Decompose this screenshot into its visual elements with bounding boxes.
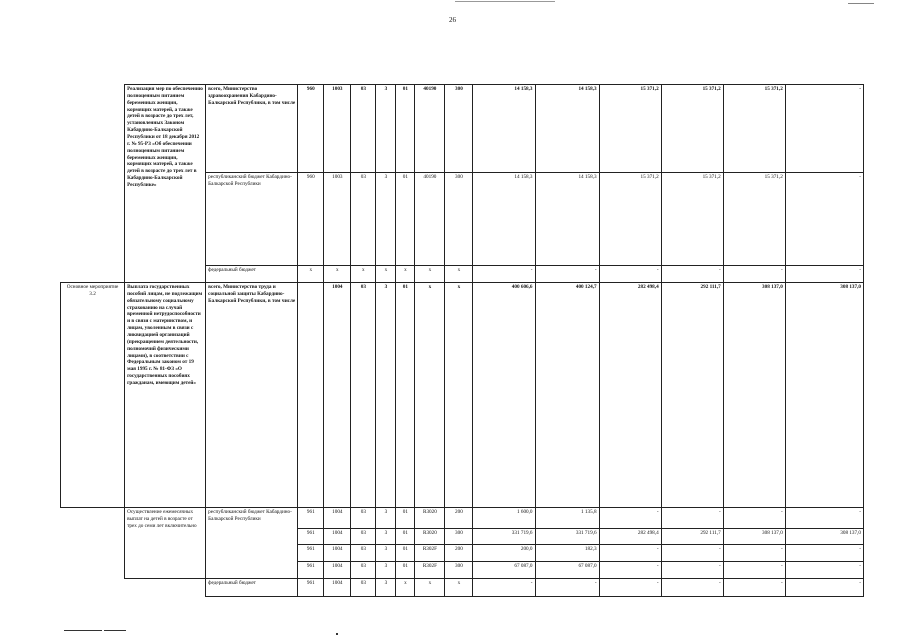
code-cell: 40190 bbox=[415, 173, 445, 266]
budget-table bbox=[60, 84, 864, 597]
code-cell: 300 bbox=[445, 529, 473, 545]
code-cell: x bbox=[445, 579, 473, 597]
code-cell: x bbox=[396, 266, 415, 283]
code-cell: x bbox=[445, 283, 473, 508]
value-cell: - bbox=[599, 266, 661, 283]
code-cell: 3 bbox=[376, 85, 396, 173]
measure-name-cell: Осуществление ежемесячных выплат на детей в возрасте от трех до семи лет включительно bbox=[125, 508, 206, 579]
value-cell: - bbox=[599, 545, 661, 562]
empty-cell bbox=[125, 579, 206, 597]
code-cell: x bbox=[376, 266, 396, 283]
value-cell: 292 111,7 bbox=[661, 529, 723, 545]
value-cell: 400 124,7 bbox=[535, 283, 599, 508]
empty-cell bbox=[61, 85, 125, 173]
value-cell: - bbox=[723, 266, 785, 283]
value-cell: - bbox=[723, 579, 785, 597]
code-cell: x bbox=[298, 266, 324, 283]
code-cell: 300 bbox=[445, 173, 473, 266]
value-cell: - bbox=[599, 562, 661, 579]
scan-artifact bbox=[104, 630, 126, 631]
code-cell: x bbox=[445, 266, 473, 283]
code-cell: 300 bbox=[445, 85, 473, 173]
code-cell: 1004 bbox=[324, 508, 351, 529]
scan-artifact bbox=[848, 3, 874, 4]
table-row bbox=[61, 283, 864, 508]
code-cell: 3 bbox=[376, 283, 396, 508]
code-cell: 3 bbox=[376, 579, 396, 597]
value-cell: 14 158,3 bbox=[473, 173, 535, 266]
value-cell: 308 137,0 bbox=[785, 529, 863, 545]
value-cell: - bbox=[535, 266, 599, 283]
code-cell: 40190 bbox=[415, 85, 445, 173]
value-cell: - bbox=[661, 545, 723, 562]
value-cell: 331 719,6 bbox=[535, 529, 599, 545]
funding-source-cell: федеральный бюджет bbox=[206, 266, 298, 283]
code-cell: 3 bbox=[376, 562, 396, 579]
value-cell: - bbox=[723, 562, 785, 579]
value-cell: 67 087,0 bbox=[535, 562, 599, 579]
code-cell: 03 bbox=[351, 173, 376, 266]
code-cell: 200 bbox=[445, 508, 473, 529]
empty-cell bbox=[61, 173, 125, 266]
code-cell: 961 bbox=[298, 529, 324, 545]
code-cell bbox=[298, 283, 324, 508]
value-cell: 1 135,8 bbox=[535, 508, 599, 529]
value-cell: 14 158,3 bbox=[535, 85, 599, 173]
code-cell: 01 bbox=[396, 562, 415, 579]
funding-source-cell: всего, Министерство здравоохранения Кабардино-Балкарской Республики, в том числе bbox=[206, 85, 298, 173]
value-cell: - bbox=[535, 579, 599, 597]
value-cell: 400 606,6 bbox=[473, 283, 535, 508]
code-cell: 03 bbox=[351, 283, 376, 508]
measure-name-cell: Реализация мер по обеспечению полноценным питанием беременных женщин, кормящих матерей, а также детей в возрасте до трех лет, установленных Законом Кабардино-Балкарской Республики от 18 декабря 2012 г. № 95-РЗ «Об обеспечении полноценным питанием беременных женщин, кормящих матерей, а также детей в возрасте до трех лет в Кабардино-Балкарской Республике» bbox=[125, 85, 206, 283]
code-cell: x bbox=[351, 266, 376, 283]
value-cell: 292 111,7 bbox=[661, 283, 723, 508]
code-cell: 1004 bbox=[324, 283, 351, 508]
value-cell: - bbox=[785, 579, 863, 597]
value-cell: 308 137,0 bbox=[723, 283, 785, 508]
code-cell: 01 bbox=[396, 283, 415, 508]
code-cell: x bbox=[415, 283, 445, 508]
value-cell: 15 371,2 bbox=[723, 173, 785, 266]
code-cell: 961 bbox=[298, 545, 324, 562]
code-cell: 1004 bbox=[324, 562, 351, 579]
funding-source-cell: всего, Министерство труда и социальной защиты Кабардино-Балкарской Республики, в том числе bbox=[206, 283, 298, 508]
value-cell: - bbox=[785, 545, 863, 562]
value-cell: 308 137,0 bbox=[785, 283, 863, 508]
funding-source-cell: федеральный бюджет bbox=[206, 579, 298, 597]
code-cell: 01 bbox=[396, 545, 415, 562]
code-cell: R3020 bbox=[415, 529, 445, 545]
value-cell: 308 137,0 bbox=[723, 529, 785, 545]
code-cell: 01 bbox=[396, 508, 415, 529]
value-cell: 14 158,3 bbox=[473, 85, 535, 173]
code-cell: 01 bbox=[396, 529, 415, 545]
code-cell: R3020 bbox=[415, 508, 445, 529]
value-cell: - bbox=[661, 579, 723, 597]
value-cell: 15 371,2 bbox=[599, 173, 661, 266]
table-row bbox=[61, 85, 864, 173]
value-cell: 15 371,2 bbox=[723, 85, 785, 173]
page-number: 26 bbox=[449, 16, 456, 24]
code-cell: 960 bbox=[298, 173, 324, 266]
value-cell: - bbox=[473, 579, 535, 597]
value-cell: 282 498,4 bbox=[599, 283, 661, 508]
code-cell: 200 bbox=[445, 545, 473, 562]
code-cell: 01 bbox=[396, 85, 415, 173]
code-cell: 01 bbox=[396, 173, 415, 266]
code-cell: 3 bbox=[376, 173, 396, 266]
code-cell: 03 bbox=[351, 545, 376, 562]
empty-cell bbox=[61, 266, 125, 283]
value-cell: - bbox=[785, 266, 863, 283]
code-cell: R302F bbox=[415, 545, 445, 562]
funding-source-cell: республиканский бюджет Кабардино-Балкарской Республики bbox=[206, 173, 298, 266]
value-cell: - bbox=[785, 85, 863, 173]
value-cell: 15 371,2 bbox=[661, 85, 723, 173]
funding-source-cell: республиканский бюджет Кабардино-Балкарской Республики bbox=[206, 508, 298, 579]
code-cell: 1004 bbox=[324, 529, 351, 545]
code-cell: 3 bbox=[376, 529, 396, 545]
value-cell: 200,0 bbox=[473, 545, 535, 562]
value-cell: - bbox=[661, 266, 723, 283]
value-cell: 331 719,6 bbox=[473, 529, 535, 545]
code-cell: 961 bbox=[298, 508, 324, 529]
value-cell: - bbox=[785, 173, 863, 266]
value-cell: - bbox=[661, 508, 723, 529]
value-cell: 1 600,0 bbox=[473, 508, 535, 529]
code-cell: 3 bbox=[376, 545, 396, 562]
code-cell: 960 bbox=[298, 85, 324, 173]
value-cell: - bbox=[599, 508, 661, 529]
value-cell: 282 498,4 bbox=[599, 529, 661, 545]
scan-artifact bbox=[336, 633, 338, 635]
code-cell: 03 bbox=[351, 85, 376, 173]
table-row bbox=[61, 508, 864, 529]
code-cell: 03 bbox=[351, 562, 376, 579]
code-cell: x bbox=[396, 579, 415, 597]
value-cell: 14 158,3 bbox=[535, 173, 599, 266]
value-cell: - bbox=[785, 562, 863, 579]
value-cell: - bbox=[661, 562, 723, 579]
value-cell: 182,3 bbox=[535, 545, 599, 562]
code-cell: R302F bbox=[415, 562, 445, 579]
value-cell: - bbox=[785, 508, 863, 529]
table-row bbox=[61, 579, 864, 597]
code-cell: x bbox=[415, 579, 445, 597]
code-cell: 03 bbox=[351, 529, 376, 545]
code-cell: x bbox=[324, 266, 351, 283]
measure-name-cell: Выплата государственных пособий лицам, не подлежащим обязательному социальному страхованию на случай временной нетрудоспособности и в связи с материнством, и лицам, уволенным в связи с ликвидацией организаций (прекращением деятельности, полномочий физическими лицами), в соответствии с Федеральным законом от 19 мая 1995 г. № 81-ФЗ «О государственных пособиях гражданам, имеющим детей» bbox=[125, 283, 206, 508]
code-cell: 03 bbox=[351, 508, 376, 529]
scan-artifact bbox=[64, 630, 102, 631]
value-cell: - bbox=[723, 545, 785, 562]
value-cell: 15 371,2 bbox=[661, 173, 723, 266]
value-cell: 67 087,0 bbox=[473, 562, 535, 579]
code-cell: 961 bbox=[298, 562, 324, 579]
code-cell: x bbox=[415, 266, 445, 283]
code-cell: 1004 bbox=[324, 545, 351, 562]
code-cell: 1003 bbox=[324, 173, 351, 266]
code-cell: 03 bbox=[351, 579, 376, 597]
event-cell: Основное мероприятие 3.2 bbox=[61, 283, 125, 508]
code-cell: 300 bbox=[445, 562, 473, 579]
code-cell: 3 bbox=[376, 508, 396, 529]
scan-artifact bbox=[455, 1, 555, 2]
code-cell: 1004 bbox=[324, 579, 351, 597]
code-cell: 961 bbox=[298, 579, 324, 597]
value-cell: - bbox=[723, 508, 785, 529]
empty-cell bbox=[61, 508, 125, 597]
value-cell: 15 371,2 bbox=[599, 85, 661, 173]
value-cell: - bbox=[599, 579, 661, 597]
code-cell: 1003 bbox=[324, 85, 351, 173]
value-cell: - bbox=[473, 266, 535, 283]
